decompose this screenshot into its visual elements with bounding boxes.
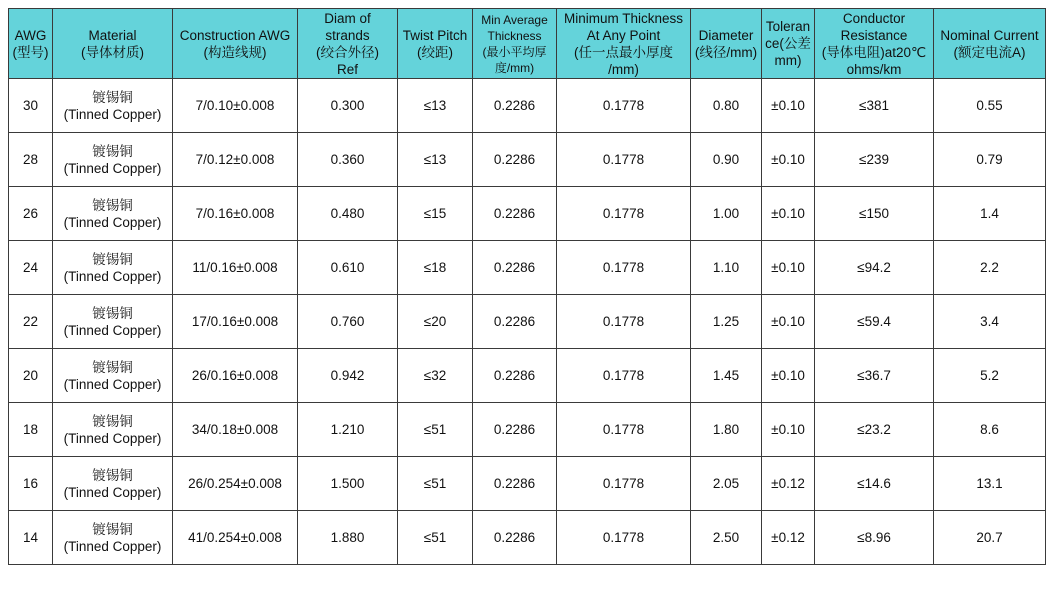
cell-construction: 34/0.18±0.008 [173,403,298,457]
cell-tolerance: ±0.10 [762,133,815,187]
cell-conductor-resistance: ≤59.4 [815,295,934,349]
cell-conductor-resistance: ≤8.96 [815,511,934,565]
header-line: (导体材质) [81,44,144,60]
cell-construction: 7/0.16±0.008 [173,187,298,241]
header-line: (额定电流A) [953,44,1026,60]
cell-nominal-current: 5.2 [934,349,1046,403]
cell-construction: 7/0.12±0.008 [173,133,298,187]
material-chinese: 镀锡铜 [92,197,133,213]
header-line: Nominal Current [940,27,1039,43]
cell-diameter: 1.10 [691,241,762,295]
cell-diameter: 0.90 [691,133,762,187]
cell-material [53,241,173,295]
cell-twist-pitch: ≤15 [398,187,473,241]
material-chinese: 镀锡铜 [92,143,133,159]
cell-min-avg-thickness: 0.2286 [473,133,557,187]
cell-material [53,403,173,457]
cell-tolerance: ±0.10 [762,241,815,295]
header-line: Diam of [324,10,371,26]
cell-awg: 18 [9,403,53,457]
cell-tolerance: ±0.10 [762,79,815,133]
cell-conductor-resistance: ≤150 [815,187,934,241]
header-line: Thickness [487,28,542,43]
cell-construction: 26/0.254±0.008 [173,457,298,511]
cell-diam-strands: 0.610 [298,241,398,295]
cell-conductor-resistance: ≤94.2 [815,241,934,295]
header-diameter [691,9,762,79]
material-english: (Tinned Copper) [63,160,162,176]
cell-twist-pitch: ≤18 [398,241,473,295]
cell-construction: 26/0.16±0.008 [173,349,298,403]
header-min-thickness-any-point [557,9,691,79]
material-chinese: 镀锡铜 [92,251,133,267]
table-row [9,511,1046,565]
header-construction [173,9,298,79]
header-conductor-resistance [815,9,934,79]
header-line: At Any Point [586,27,661,43]
cell-diam-strands: 0.942 [298,349,398,403]
cell-twist-pitch: ≤32 [398,349,473,403]
header-line: Resistance [840,27,908,43]
cell-diameter: 1.45 [691,349,762,403]
cell-twist-pitch: ≤51 [398,457,473,511]
cell-construction: 41/0.254±0.008 [173,511,298,565]
header-line: Ref [336,61,358,77]
cell-awg: 14 [9,511,53,565]
header-line: ohms/km [846,61,902,77]
header-line: ce(公差 [765,36,811,51]
cell-awg: 28 [9,133,53,187]
header-line: Twist Pitch [402,27,468,43]
cell-tolerance: ±0.10 [762,187,815,241]
cell-awg: 16 [9,457,53,511]
cell-min-avg-thickness: 0.2286 [473,241,557,295]
header-nominal-current [934,9,1046,79]
cell-twist-pitch: ≤13 [398,133,473,187]
material-english: (Tinned Copper) [63,106,162,122]
material-english: (Tinned Copper) [63,484,162,500]
header-line: Toleran [765,19,811,34]
cell-conductor-resistance: ≤36.7 [815,349,934,403]
cell-awg: 20 [9,349,53,403]
table-row [9,241,1046,295]
cell-conductor-resistance: ≤14.6 [815,457,934,511]
table-row [9,349,1046,403]
cell-diam-strands: 0.360 [298,133,398,187]
cell-conductor-resistance: ≤239 [815,133,934,187]
cell-diam-strands: 0.760 [298,295,398,349]
cell-twist-pitch: ≤51 [398,403,473,457]
cell-diameter: 1.00 [691,187,762,241]
cell-min-thickness-any-point: 0.1778 [557,241,691,295]
cell-min-thickness-any-point: 0.1778 [557,403,691,457]
cell-nominal-current: 2.2 [934,241,1046,295]
header-diam-strands [298,9,398,79]
table-row [9,133,1046,187]
header-twist-pitch [398,9,473,79]
cell-min-thickness-any-point: 0.1778 [557,79,691,133]
header-line: (绞合外径) [316,44,379,60]
awg-spec-table [8,8,1046,565]
header-line: (导体电阻)at20℃ [821,44,927,60]
cell-min-thickness-any-point: 0.1778 [557,511,691,565]
header-line: Conductor [842,10,906,26]
cell-min-thickness-any-point: 0.1778 [557,295,691,349]
header-line: /mm) [608,61,639,77]
cell-construction: 11/0.16±0.008 [173,241,298,295]
header-line: (构造线规) [203,44,267,60]
cell-nominal-current: 0.79 [934,133,1046,187]
cell-diam-strands: 1.210 [298,403,398,457]
cell-material [53,79,173,133]
cell-conductor-resistance: ≤381 [815,79,934,133]
cell-min-avg-thickness: 0.2286 [473,403,557,457]
cell-construction: 7/0.10±0.008 [173,79,298,133]
material-chinese: 镀锡铜 [92,359,133,375]
header-line: Material [88,27,137,43]
cell-diam-strands: 1.880 [298,511,398,565]
header-line: strands [325,27,370,43]
cell-min-avg-thickness: 0.2286 [473,79,557,133]
cell-min-avg-thickness: 0.2286 [473,187,557,241]
header-line: Construction AWG [179,27,291,43]
header-line: (最小平均厚 [482,44,547,59]
table-row [9,79,1046,133]
cell-diam-strands: 0.480 [298,187,398,241]
cell-awg: 26 [9,187,53,241]
header-tolerance [762,9,815,79]
cell-diam-strands: 1.500 [298,457,398,511]
cell-awg: 24 [9,241,53,295]
material-chinese: 镀锡铜 [92,413,133,429]
header-line: (线径/mm) [694,44,758,60]
header-line: Minimum Thickness [563,10,684,26]
material-english: (Tinned Copper) [63,322,162,338]
cell-tolerance: ±0.12 [762,511,815,565]
cell-diam-strands: 0.300 [298,79,398,133]
header-line: (任一点最小厚度 [574,44,673,60]
cell-nominal-current: 20.7 [934,511,1046,565]
cell-tolerance: ±0.10 [762,403,815,457]
table-row [9,457,1046,511]
material-english: (Tinned Copper) [63,538,162,554]
awg-spec-table-container [8,8,1046,565]
header-line: (绞距) [417,44,453,60]
cell-min-thickness-any-point: 0.1778 [557,349,691,403]
cell-diameter: 0.80 [691,79,762,133]
cell-diameter: 1.80 [691,403,762,457]
cell-material [53,187,173,241]
material-chinese: 镀锡铜 [92,89,133,105]
cell-min-thickness-any-point: 0.1778 [557,133,691,187]
material-chinese: 镀锡铜 [92,521,133,537]
cell-material [53,457,173,511]
cell-construction: 17/0.16±0.008 [173,295,298,349]
cell-awg: 30 [9,79,53,133]
table-row [9,403,1046,457]
cell-min-avg-thickness: 0.2286 [473,457,557,511]
cell-diameter: 2.05 [691,457,762,511]
cell-min-avg-thickness: 0.2286 [473,295,557,349]
header-line: AWG [14,27,47,43]
header-awg [9,9,53,79]
cell-conductor-resistance: ≤23.2 [815,403,934,457]
cell-twist-pitch: ≤13 [398,79,473,133]
cell-min-avg-thickness: 0.2286 [473,349,557,403]
cell-nominal-current: 0.55 [934,79,1046,133]
cell-material [53,349,173,403]
header-line: 度/mm) [494,60,535,75]
cell-tolerance: ±0.12 [762,457,815,511]
cell-awg: 22 [9,295,53,349]
cell-tolerance: ±0.10 [762,295,815,349]
cell-material [53,133,173,187]
cell-material [53,295,173,349]
material-chinese: 镀锡铜 [92,467,133,483]
cell-twist-pitch: ≤20 [398,295,473,349]
cell-diameter: 1.25 [691,295,762,349]
cell-nominal-current: 8.6 [934,403,1046,457]
cell-nominal-current: 13.1 [934,457,1046,511]
cell-min-thickness-any-point: 0.1778 [557,187,691,241]
material-english: (Tinned Copper) [63,268,162,284]
cell-diameter: 2.50 [691,511,762,565]
material-english: (Tinned Copper) [63,214,162,230]
table-body [9,79,1046,565]
table-row [9,187,1046,241]
header-line: mm) [774,53,802,68]
material-chinese: 镀锡铜 [92,305,133,321]
header-line: Diameter [698,27,754,43]
header-row [9,9,1046,79]
cell-material [53,511,173,565]
cell-nominal-current: 1.4 [934,187,1046,241]
header-line: Min Average [481,12,548,27]
table-header [9,9,1046,79]
material-english: (Tinned Copper) [63,430,162,446]
cell-twist-pitch: ≤51 [398,511,473,565]
cell-min-thickness-any-point: 0.1778 [557,457,691,511]
cell-tolerance: ±0.10 [762,349,815,403]
cell-nominal-current: 3.4 [934,295,1046,349]
material-english: (Tinned Copper) [63,376,162,392]
cell-min-avg-thickness: 0.2286 [473,511,557,565]
header-material [53,9,173,79]
table-row [9,295,1046,349]
header-line: (型号) [12,44,49,60]
header-min-avg-thickness [473,9,557,79]
